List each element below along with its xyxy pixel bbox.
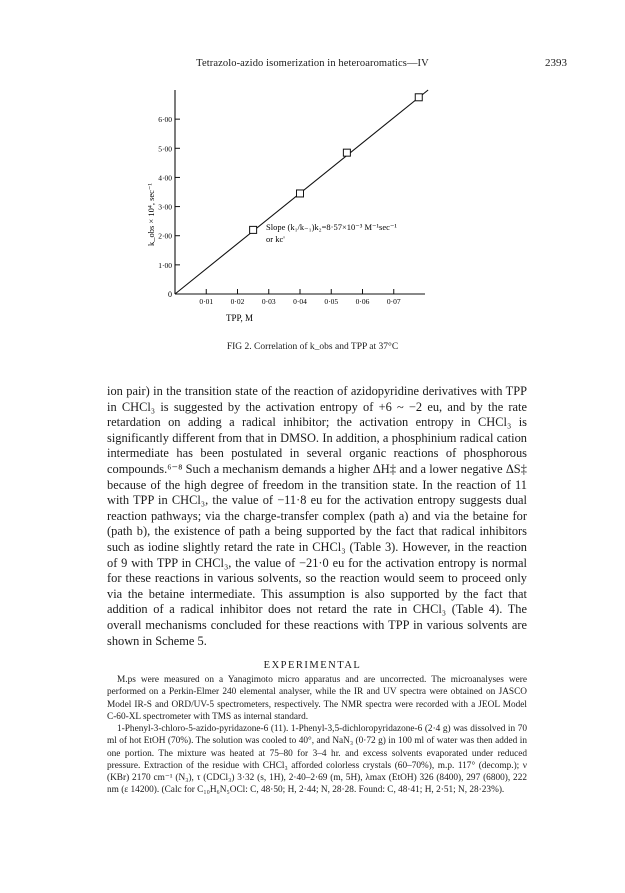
y-tick-label: 3·00 xyxy=(158,202,172,212)
x-tick-label: 0·03 xyxy=(261,297,276,306)
data-point xyxy=(343,149,350,156)
page-number: 2393 xyxy=(545,57,567,69)
figure-caption: FIG 2. Correlation of k_obs and TPP at 37°C xyxy=(226,342,399,352)
x-tick-label: 0·05 xyxy=(324,297,339,306)
origin-label: 0 xyxy=(168,290,172,299)
y-tick-label: 1·00 xyxy=(158,260,172,270)
slope-annotation: Slope (k₁/k₋₁)k₂=8·57×10⁻³ M⁻¹sec⁻¹ xyxy=(266,222,397,232)
x-tick-label: 0·06 xyxy=(355,297,370,306)
experimental-paragraph-1: M.ps were measured on a Yanagimoto micro apparatus and are uncorrected. The microanalyses were performed on a Perkin-Elmer 240 elemental analyser, while the IR and UV spectra were obtained on JASCO Model IR-S and ORD/UV-5 spectrometers, respectively. The NMR spectra were recorded with a JEOL Model C-60-XL spectrometer with TMS as internal standard. xyxy=(107,675,527,722)
data-point xyxy=(297,190,304,197)
x-axis-label: TPP, M xyxy=(226,313,254,323)
x-tick-label: 0·02 xyxy=(230,297,245,306)
y-tick-label: 5·00 xyxy=(158,144,172,154)
x-tick-label: 0·01 xyxy=(199,297,214,306)
experimental-paragraph-2: 1-Phenyl-3-chloro-5-azido-pyridazone-6 (11). 1-Phenyl-3,5-dichloropyridazone-6 (2·4 g) was dissolved in 70 ml of hot EtOH (70%). The solution was cooled to 40°, and NaN₃ (0·72 g) in 100 ml of water was then added in one portion. The mixture was heated at 75–80 for 3–4 hr. and excess solvents evaporated under reduced pressure. Extraction of the residue with CHCl₃ afforded colorless crystals (60–70%), m.p. 117° (decomp.); ν (KBr) 2170 cm⁻¹ (N₃), τ (CDCl₃) 3·32 (s, 1H), 2·40–2·69 (m, 5H), λmax (EtOH) 326 (8400), 297 (6800), 222 nm (ε 14200). (Calc for C₁₀H₆N₅OCl: C, 48·50; H, 2·44; N, 28·28. Found: C, 48·41; H, 2·51; N, 28·23%). xyxy=(107,724,527,796)
y-axis xyxy=(158,90,180,294)
header-title: Tetrazolo-azido isomerization in heteroaromatics—IV xyxy=(196,58,429,69)
section-heading-experimental: EXPERIMENTAL xyxy=(263,660,362,671)
x-tick-label: 0·04 xyxy=(293,297,307,306)
x-axis xyxy=(175,289,425,306)
y-axis-label: k_obs × 10⁴, sec⁻¹ xyxy=(146,183,156,246)
data-point xyxy=(415,94,422,101)
x-tick-label: 0·07 xyxy=(386,297,401,306)
slope-annotation-alt: or kc' xyxy=(266,234,285,244)
y-tick-label: 2·00 xyxy=(158,231,172,241)
correlation-chart xyxy=(130,78,470,328)
y-tick-label: 4·00 xyxy=(158,173,172,183)
data-point xyxy=(250,226,257,233)
body-paragraph: ion pair) in the transition state of the reaction of azidopyridine derivatives with TPP in CHCl₃ is suggested by the activation entropy of +6 ~ −2 eu, and by the rate retardation on adding a radical inhibitor; the activation entropy in CHCl₃ is significantly different from that in DMSO. In addition, a phosphinium radical cation intermediate has been postulated in several organic reactions of phosphorous compounds.⁶⁻⁸ Such a mechanism demands a higher ΔH‡ and a lower negative ΔS‡ because of the high degree of freedom in the transition state. In the reaction of 11 with TPP in CHCl₃, the value of −11·8 eu for the activation entropy suggests dual reaction pathways; via the charge-transfer complex (path a) and via the betaine for (path b), the existence of path a being supported by the fact that radical inhibitors such as iodine slightly retard the rate in CHCl₃ (Table 3). However, in the reaction of 9 with TPP in CHCl₃, the value of −21·0 eu for the activation entropy is normal for these reactions in various solvents, so the reaction would seem to proceed only via the betaine intermediate. This assumption is also supported by the fact that addition of a radical inhibitor does not retard the rate in CHCl₃ (Table 4). The overall mechanisms concluded for these reactions with TPP in various solvents are shown in Scheme 5. xyxy=(107,384,527,648)
y-tick-label: 6·00 xyxy=(158,115,172,125)
